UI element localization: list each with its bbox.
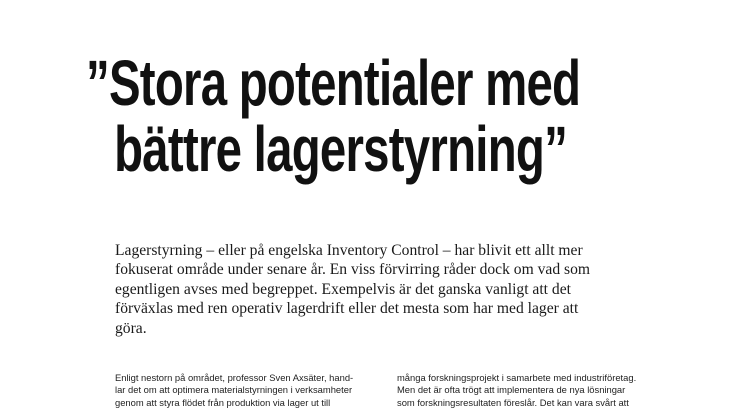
body-column-left xyxy=(115,372,385,409)
headline-line-2: bättre lagerstyrning” xyxy=(114,113,568,185)
headline xyxy=(86,47,581,185)
body-right-line: som forskningsresultaten föreslår. Det kan vara svårt att xyxy=(397,396,629,408)
lead-paragraph: Lagerstyrning – eller på engelska Inventory Control – har blivit ett allt mer fokuserat område under senare år. En viss förvirring råder dock om vad som egentligen avses med begreppet. Exempelvis är det ganska vanligt att det förväxlas med ren operativ lagerdrift eller det mesta som har med lager att göra. xyxy=(115,242,591,337)
headline-line-1: ”Stora potentialer med xyxy=(86,47,581,119)
body-left-line: Enligt nestorn på området, professor Sven Axsäter, hand- xyxy=(115,372,354,383)
body-right-line: Men det är ofta trögt att implementera de nya lösningar xyxy=(397,384,626,396)
body-left-line: genom att styra flödet från produktion via lager ut till xyxy=(115,396,331,408)
body-right-line: många forskningsprojekt i samarbete med industriföretag. xyxy=(397,372,637,383)
body-column-right xyxy=(397,372,672,409)
body-left-line: lar det om att optimera materialstyrningen i verksamheter xyxy=(115,384,353,396)
